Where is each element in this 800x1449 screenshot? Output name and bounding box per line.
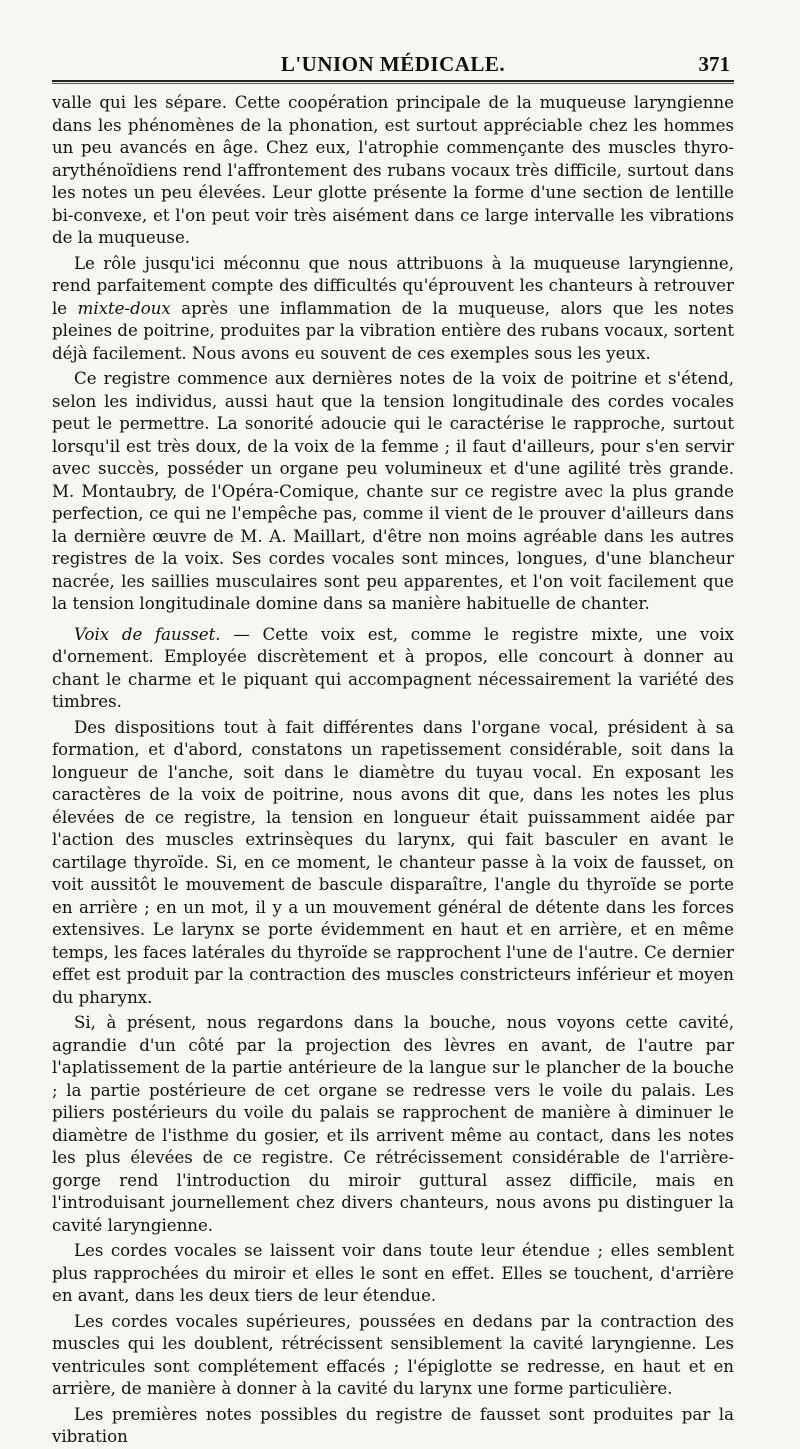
paragraph-2-emphasis: mixte-doux	[77, 298, 171, 318]
document-page	[52, 44, 735, 1446]
page-number: 371	[698, 52, 730, 76]
paragraph-7: Les cordes vocales se laissent voir dans toute leur étendue ; elles semblent plus rapprochées du miroir et elles le sont en effet. Elles se touchent, d'arrière en avant, dans les deux tiers de leur étendue.	[52, 1241, 734, 1305]
paragraph-8: Les cordes vocales supérieures, poussées en dedans par la contraction des muscles qui les doublent, rétrécissent sensiblement la cavité laryngienne. Les ventricules sont complétement effacés ; l'épiglotte se redresse, en haut et en arrière, de manière à donner à la cavité du larynx une forme particulière.	[52, 1311, 734, 1398]
paragraph-5: Des dispositions tout à fait différentes dans l'organe vocal, président à sa formation, et d'abord, constatons un rapetissement considérable, soit dans la longueur de l'anche, soit dans le diamètre du tuyau vocal. En exposant les caractères de la voix de poitrine, nous avons dit que, dans les notes les plus élevées de ce registre, la tension en longueur était puissamment aidée par l'action des muscles extrinsèques du larynx, qui fait basculer en avant le cartilage thyroïde. Si, en ce moment, le chanteur passe à la voix de fausset, on voit aussitôt le mouvement de bascule disparaître, l'angle du thyroïde se porte en arrière ; en un mot, il y a un mouvement général de détente dans les forces extensives. Le larynx se porte évidemment en haut et en arrière, et en même temps, les faces latérales du thyroïde se rapprochent l'une de l'autre. Ce dernier effet est produit par la contraction des muscles constricteurs inférieur et moyen du pharynx.	[52, 717, 734, 1007]
section-heading-voix-de-fausset: Voix de fausset.	[74, 624, 221, 644]
paragraph-1: valle qui les sépare. Cette coopération principale de la muqueuse laryngienne dans les phénomènes de la phonation, est surtout appréciable chez les hommes un peu avancés en âge. Chez eux, l'atrophie commençante des muscles thyro-arythénoïdiens rend l'affrontement des rubans vocaux très difficile, surtout dans les notes un peu élevées. Leur glotte présente la forme d'une section de lentille bi-convexe, et l'on peut voir très aisément dans ce large intervalle les vibrations de la muqueuse.	[52, 93, 734, 247]
paragraph-2-text-before: Le rôle jusqu'ici méconnu que nous attribuons à la muqueuse laryngienne, rend parfaitement compte des difficultés qu'éprouvent les chanteurs à retrouver le	[52, 253, 734, 318]
paragraph-3: Ce registre commence aux dernières notes de la voix de poitrine et s'étend, selon les individus, aussi haut que la tension longitudinale des cordes vocales peut le permettre. La sonorité adoucie qui le caractérise le rapproche, surtout lorsqu'il est très doux, de la voix de la femme ; il faut d'ailleurs, pour s'en servir avec succès, posséder un organe peu volumineux et d'une agilité très grande. M. Montaubry, de l'Opéra-Comique, chante sur ce registre avec la plus grande perfection, ce qui ne l'empêche pas, comme il vient de le prouver d'ailleurs dans la dernière œuvre de M. A. Maillart, d'être non moins agréable dans les autres registres de la voix. Ses cordes vocales sont minces, longues, d'une blancheur nacrée, les saillies musculaires sont peu apparentes, et l'on voit facilement que la tension longitudinale domine dans sa manière habituelle de chanter.	[52, 369, 734, 613]
journal-title: L'UNION MÉDICALE.	[280, 52, 506, 76]
paragraph-6: Si, à présent, nous regardons dans la bouche, nous voyons cette cavité, agrandie d'un côté par la projection des lèvres en avant, de l'autre par l'aplatissement de la partie antérieure de la langue sur le plancher de la bouche ; la partie postérieure de cet organe se redresse vers le voile du palais. Les piliers postérieurs du voile du palais se rapprochent de manière à diminuer le diamètre de l'isthme du gosier, et ils arrivent même au contact, dans les notes les plus élevées de ce registre. Ce rétrécissement considérable de l'arrière-gorge rend l'introduction du miroir guttural assez difficile, mais en l'introduisant journellement chez divers chanteurs, nous avons pu distinguer la cavité laryngienne.	[52, 1013, 734, 1235]
paragraph-2-text-after: après une inflammation de la muqueuse, alors que les notes pleines de poitrine, produites par la vibration entière des rubans vocaux, sortent déjà facilement. Nous avons eu souvent de ces exemples sous les yeux.	[52, 298, 735, 363]
section-voix-de-fausset	[52, 624, 734, 714]
article-body	[52, 92, 734, 1449]
paragraph-2	[52, 253, 734, 366]
header-rule	[52, 80, 734, 84]
paragraph-9: Les premières notes possibles du registre de fausset sont produites par la vibration	[52, 1404, 734, 1446]
section-voix-de-fausset-text: — Cette voix est, comme le registre mixte, une voix d'ornement. Employée discrètement et à propos, elle concourt à donner au chant le charme et le piquant qui accompagnent nécessairement la variété des timbres.	[52, 624, 734, 711]
running-header	[52, 44, 734, 78]
